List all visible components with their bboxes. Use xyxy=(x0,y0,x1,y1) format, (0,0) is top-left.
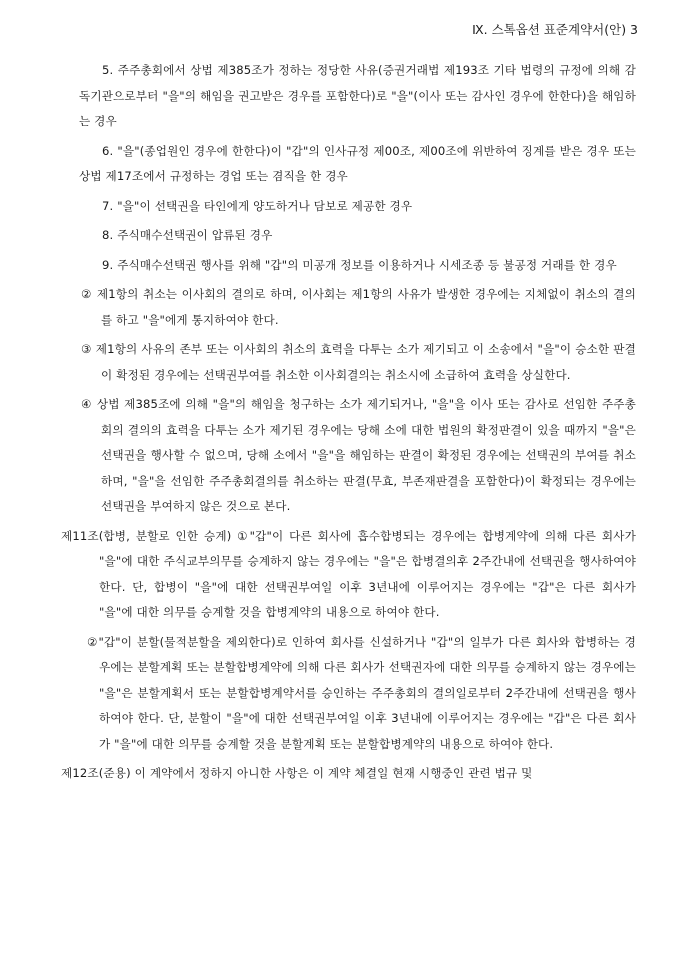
page-header: Ⅸ. 스톡옵션 표준계약서(안) 3 xyxy=(472,22,638,37)
clause-paragraph-2: ② 제1항의 취소는 이사회의 결의로 하며, 이사회는 제1항의 사유가 발생한 경우에는 지체없이 취소의 결의를 하고 "을"에게 통지하여야 한다. xyxy=(81,287,636,327)
article-12: 제12조(준용) 이 계약에서 정하지 아니한 사항은 이 계약 체결일 현재 시행중인 관련 법규 및 xyxy=(61,766,533,780)
clause-item-8: 8. 주식매수선택권이 압류된 경우 xyxy=(102,228,273,242)
clause-item-5: 5. 주주총회에서 상법 제385조가 정하는 정당한 사유(증권거래법 제193조 기타 법령의 규정에 의해 감독기관으로부터 "을"의 해임을 권고받은 경우를 포함한다)로 "을"(이사 또는 감사인 경우에 한한다)을 해임하는 경우 xyxy=(79,63,636,128)
clause-paragraph-4: ④ 상법 제385조에 의해 "을"의 해임을 청구하는 소가 제기되거나, "을"을 이사 또는 감사로 선임한 주주총회의 결의의 효력을 다투는 소가 제기된 경우에는 당해 소에 대한 법원의 확정판결이 있을 때까지 "을"은 선택권을 행사할 수 없으며, 당해 소에서 "을"을 해임하는 판결이 확정된 경우에는 선택권의 부여를 취소하며, "을"을 선임한 주주총회결의를 취소하는 판결(무효, 부존재판결을 포함한다)이 확정되는 경우에는 선택권을 부여하지 않은 것으로 본다. xyxy=(81,397,636,513)
article-11: 제11조(합병, 분할로 인한 승계) ①"갑"이 다른 회사에 흡수합병되는 경우에는 합병계약에 의해 다른 회사가 "을"에 대한 주식교부의무를 승계하지 않는 경우에는 "을"은 합병결의후 2주간내에 선택권을 행사하여야 한다. 단, 합병이 "을"에 대한 선택권부여일 이후 3년내에 이루어지는 경우에는 "갑"은 다른 회사가 "을"에 대한 의무를 승계할 것을 합병계약의 내용으로 하여야 한다. xyxy=(61,528,636,619)
article-11-paragraph-2: ②"갑"이 분할(물적분할을 제외한다)로 인하여 회사를 신설하거나 "갑"의 일부가 다른 회사와 합병하는 경우에는 분할계획 또는 분할합병계약에 의해 다른 회사가 선택권자에 대한 의무를 승계하지 않는 경우에는 "을"은 분할계획서 또는 분할합병계약서를 승인하는 주주총회의 결의일로부터 2주간내에 선택권을 행사하여야 한다. 단, 분할이 "을"에 대한 선택권부여일 이후 3년내에 이루어지는 경우에는 "갑"은 다른 회사가 "을"에 대한 의무를 승계할 것을 분할계획 또는 분할합병계약의 내용으로 하여야 한다. xyxy=(87,634,636,751)
document-body xyxy=(0,58,680,787)
clause-item-9: 9. 주식매수선택권 행사를 위해 "갑"의 미공개 정보를 이용하거나 시세조종 등 불공정 거래를 한 경우 xyxy=(102,257,617,272)
clause-paragraph-3: ③ 제1항의 사유의 존부 또는 이사회의 취소의 효력을 다투는 소가 제기되고 이 소송에서 "을"이 승소한 판결이 확정된 경우에는 선택권부여를 취소한 이사회결의는 취소시에 소급하여 효력을 상실한다. xyxy=(81,342,636,382)
clause-item-7: 7. "을"이 선택권을 타인에게 양도하거나 담보로 제공한 경우 xyxy=(102,198,413,213)
clause-item-6: 6. "을"(종업원인 경우에 한한다)이 "갑"의 인사규정 제00조, 제00조에 위반하여 징계를 받은 경우 또는 상법 제17조에서 규정하는 경업 또는 겸직을 한 경우 xyxy=(79,143,636,183)
